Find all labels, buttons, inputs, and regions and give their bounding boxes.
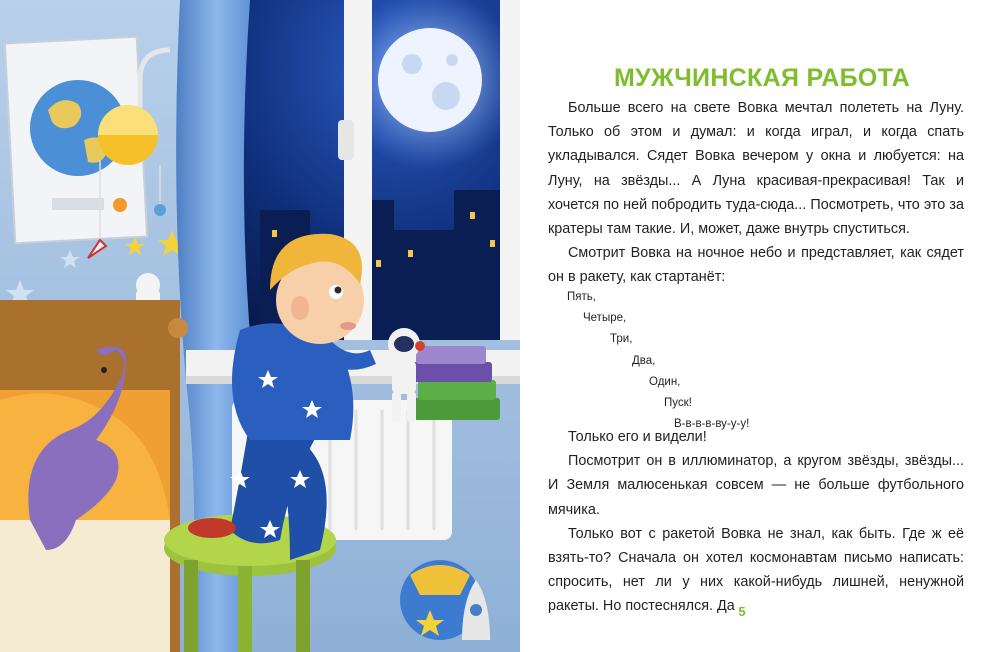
page-number: 5 bbox=[738, 604, 746, 619]
night-window bbox=[210, 0, 520, 340]
paragraph: Только его и видели! bbox=[568, 429, 707, 445]
page-title: МУЖЧИНСКАЯ РАБОТА bbox=[614, 64, 910, 92]
countdown-verse bbox=[548, 287, 964, 435]
paragraph: Больше всего на свете Вовка мечтал полететь на Луну. Только об этом и думал: и когда играл, и когда спать укладывался. Сядет Вовка вечером у окна и любуется: на Луну, на звёзды... А Луна красивая-прекрасивая! Так и хочется по ней побродить туда-сюда... Посмотреть, что это за кратеры там такие. И, может, даже внутрь спуститься. bbox=[548, 100, 964, 238]
paragraph: Посмотрит он в иллюминатор, а кругом звёзды, звёзды... И Земля малюсенькая совсем — не больше футбольного мячика. bbox=[548, 453, 964, 518]
paragraph: Смотрит Вовка на ночное небо и представляет, как сядет он в ракету, как стартанёт: bbox=[548, 245, 964, 286]
countdown-line: Один, bbox=[649, 375, 681, 388]
story-text-bottom bbox=[548, 425, 964, 619]
moon bbox=[378, 28, 482, 132]
countdown-line: Четыре, bbox=[583, 312, 627, 325]
story-text-top bbox=[548, 96, 964, 290]
countdown-line: Три, bbox=[610, 333, 633, 346]
countdown-line: Пять, bbox=[567, 291, 596, 303]
countdown-line: В-в-в-в-ву-у-у! bbox=[674, 418, 750, 431]
countdown-line: Два, bbox=[632, 354, 656, 367]
countdown-line: Пуск! bbox=[664, 397, 692, 410]
paragraph: Только вот с ракетой Вовка не знал, как быть. Где ж её взять-то? Сначала он хотел космонавтам письмо написать: спросить, нет ли у них какой-нибудь лишней, ненужной ракеты. Но постеснялся. Да bbox=[548, 525, 964, 615]
